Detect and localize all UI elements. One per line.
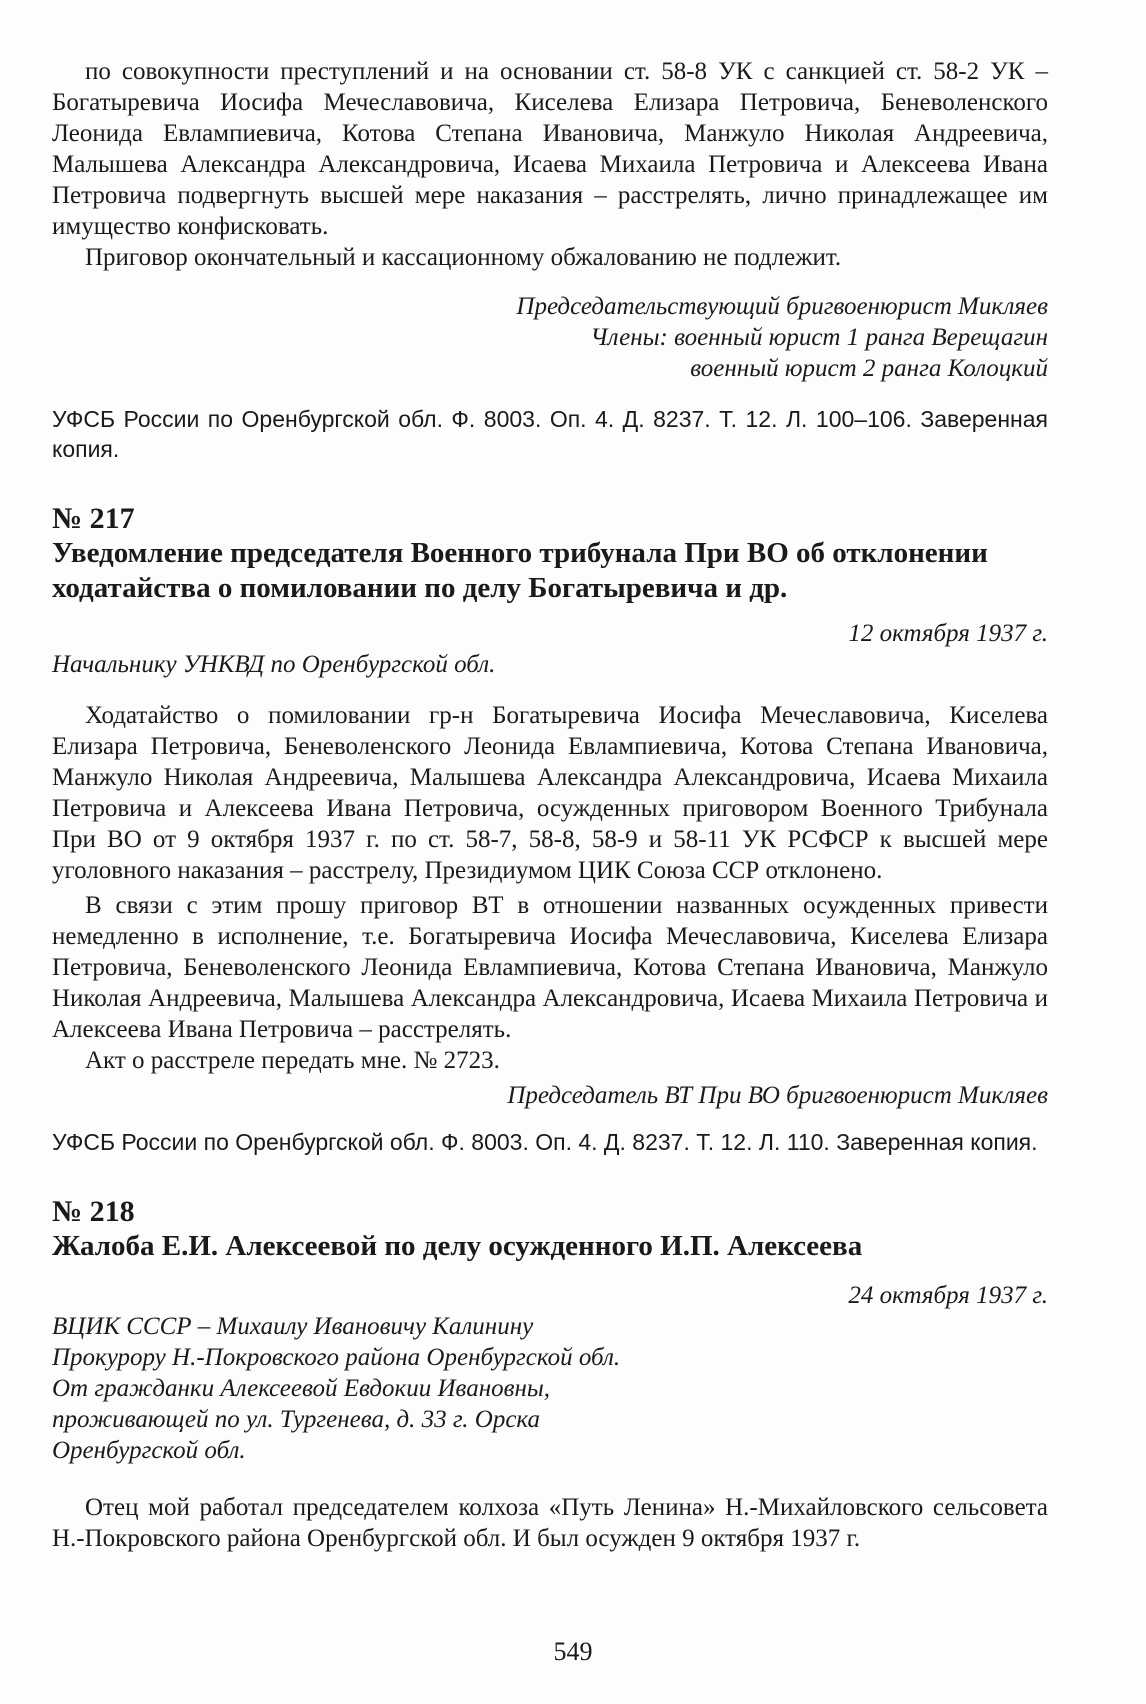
signature: Председатель ВТ При ВО бригвоенюрист Микляев [507, 1082, 1048, 1109]
sentence-section [52, 56, 1048, 464]
signature-chairman: Председательствующий бригвоенюрист Микляев [516, 293, 1048, 320]
page-number: 549 [553, 1637, 593, 1666]
archive-source: УФСБ России по Оренбургской обл. Ф. 8003. Оп. 4. Д. 8237. Т. 12. Л. 110. Заверенная копия. [52, 1129, 1038, 1155]
addressee-line: ВЦИК СССР – Михаилу Ивановичу Калинину [52, 1313, 534, 1340]
body-paragraph: В связи с этим прошу приговор ВТ в отношении названных осужденных привести немедленно в исполнение, т.е. Богатыревича Иосифа Мечеславовича, Киселева Елизара Петровича, Беневоленского Леонида Евлампиевича, Котова Степана Ивановича, Манжуло Николая Андреевича, Малышева Александра Александровича, Исаева Михаила Петровича и Алексеева Ивана Петровича – расстрелять. [52, 892, 1048, 1043]
body-paragraph: Ходатайство о помиловании гр-н Богатыревича Иосифа Мечеславовича, Киселева Елизара Петровича, Беневоленского Леонида Евлампиевича, Котова Степана Ивановича, Манжуло Николая Андреевича, Малышева Александра Александровича, Исаева Михаила Петровича и Алексеева Ивана Петровича, осужденных приговором Военного Трибунала При ВО от 9 октября 1937 г. по ст. 58-7, 58-8, 58-9 и 58-11 УК РСФСР к высшей мере уголовного наказания – расстрелу, Президиумом ЦИК Союза ССР отклонено. [52, 702, 1048, 884]
document-date: 12 октября 1937 г. [848, 620, 1048, 647]
document-number: № 218 [52, 1195, 135, 1228]
sentence-final-paragraph: Приговор окончательный и кассационному обжалованию не подлежит. [85, 244, 842, 271]
signature-member-2: военный юрист 2 ранга Колоцкий [690, 355, 1048, 382]
body-paragraph: Акт о расстреле передать мне. № 2723. [85, 1047, 500, 1074]
addressee-line: проживающей по ул. Тургенева, д. 33 г. Орска [52, 1406, 541, 1433]
document-217 [52, 502, 1048, 1157]
addressee-line: От гражданки Алексеевой Евдокии Ивановны, [52, 1375, 551, 1402]
document-date: 24 октября 1937 г. [848, 1282, 1048, 1309]
document-addressee: Начальнику УНКВД по Оренбургской обл. [52, 651, 496, 678]
sentence-paragraph: по совокупности преступлений и на основании ст. 58-8 УК с санкцией ст. 58-2 УК – Богатыревича Иосифа Мечеславовича, Киселева Елизара Петровича, Беневоленского Леонида Евлампиевича, Котова Степана Ивановича, Манжуло Николая Андреевича, Малышева Александра Александровича, Исаева Михаила Петровича и Алексеева Ивана Петровича подвергнуть высшей мере наказания – расстрелять, лично принадлежащее им имущество конфисковать. [52, 58, 1048, 240]
addressee-line: Оренбургской обл. [52, 1437, 246, 1464]
document-title: Уведомление председателя Военного трибунала При ВО об отклонении ходатайства о помиловании по делу Богатыревича и др. [52, 537, 988, 604]
archive-source: УФСБ России по Оренбургской обл. Ф. 8003. Оп. 4. Д. 8237. Т. 12. Л. 100–106. Заверенная копия. [52, 406, 1048, 462]
document-title: Жалоба Е.И. Алексеевой по делу осужденного И.П. Алексеева [52, 1230, 863, 1262]
signature-members: Члены: военный юрист 1 ранга Верещагин [590, 324, 1048, 351]
document-218 [52, 1195, 1048, 1554]
body-paragraph: Отец мой работал председателем колхоза «Путь Ленина» Н.-Михайловского сельсовета Н.-Покровского района Оренбургской обл. И был осужден 9 октября 1937 г. [52, 1494, 1048, 1552]
addressee-line: Прокурору Н.-Покровского района Оренбургской обл. [52, 1344, 621, 1371]
document-number: № 217 [52, 502, 135, 535]
